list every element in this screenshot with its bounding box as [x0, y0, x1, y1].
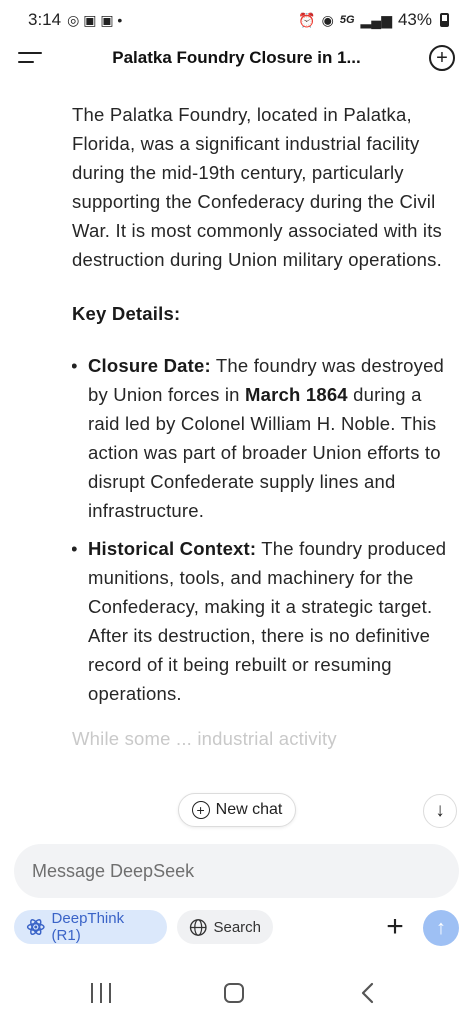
status-bar	[0, 0, 473, 40]
intro-paragraph: The Palatka Foundry, located in Palatka, Florida, was a significant industrial facility during the mid-19th century, particularly supporting the Confederacy during the Civil War. It is most commonly associated with its destruction during Union military operations.	[72, 104, 442, 270]
list-item	[72, 351, 452, 525]
item-text: during a raid led by Colonel William H. Noble. This action was part of broader Union efforts to disrupt Confederate supply lines and infrastructure.	[88, 384, 441, 521]
chat-title: Palatka Foundry Closure in 1...	[112, 48, 361, 67]
network-type: 5G	[339, 14, 355, 26]
globe-icon	[189, 918, 207, 937]
new-chat-plus-icon[interactable]: +	[429, 45, 455, 71]
search-label: Search	[213, 918, 261, 936]
plus-icon: +	[386, 910, 404, 943]
plus-circle-icon: +	[192, 801, 210, 819]
new-chat-button[interactable]	[178, 793, 296, 827]
clock: 3:14	[28, 10, 62, 29]
new-chat-label: New chat	[215, 801, 283, 818]
partial-paragraph: While some ... industrial activity	[72, 728, 337, 749]
item-label: Historical Context:	[88, 538, 257, 559]
back-icon[interactable]	[360, 982, 374, 1004]
hamburger-menu-icon[interactable]	[18, 49, 44, 67]
battery-icon	[440, 13, 449, 27]
arrow-down-icon: ↓	[435, 800, 445, 821]
recents-icon[interactable]	[91, 983, 113, 1003]
battery-percent: 43%	[397, 10, 432, 29]
list-item	[72, 534, 452, 708]
details-list	[72, 351, 452, 708]
message-content[interactable]	[72, 98, 452, 828]
section-heading: Key Details:	[72, 303, 181, 324]
deepthink-toggle[interactable]	[14, 910, 167, 944]
home-icon[interactable]	[224, 983, 244, 1003]
item-text: The foundry was destroyed by Union forces in	[88, 355, 445, 405]
status-left	[28, 10, 122, 30]
send-button[interactable]	[423, 910, 459, 946]
item-emphasis: March 1864	[245, 384, 348, 405]
attach-button[interactable]	[378, 910, 412, 944]
message-input[interactable]	[14, 844, 459, 898]
scroll-down-button[interactable]	[423, 794, 457, 828]
atom-icon	[26, 917, 46, 937]
hotspot-icon: ◉	[321, 11, 334, 28]
notification-icons: ◎ ▣ ▣ •	[67, 11, 123, 28]
item-text: The foundry produced munitions, tools, and machinery for the Confederacy, making it a strategic target. After its destruction, there is no definitive record of it being rebuilt or resuming operations.	[88, 538, 447, 704]
item-label: Closure Date:	[88, 355, 211, 376]
signal-icon: ▂▄▆	[360, 11, 392, 28]
deepthink-label: DeepThink (R1)	[51, 910, 125, 944]
status-right	[298, 10, 449, 30]
app-header	[0, 40, 473, 76]
system-nav-bar	[0, 965, 473, 1024]
search-toggle[interactable]	[177, 910, 273, 944]
arrow-up-icon: ↑	[436, 916, 446, 939]
alarm-icon: ⏰	[298, 11, 316, 28]
